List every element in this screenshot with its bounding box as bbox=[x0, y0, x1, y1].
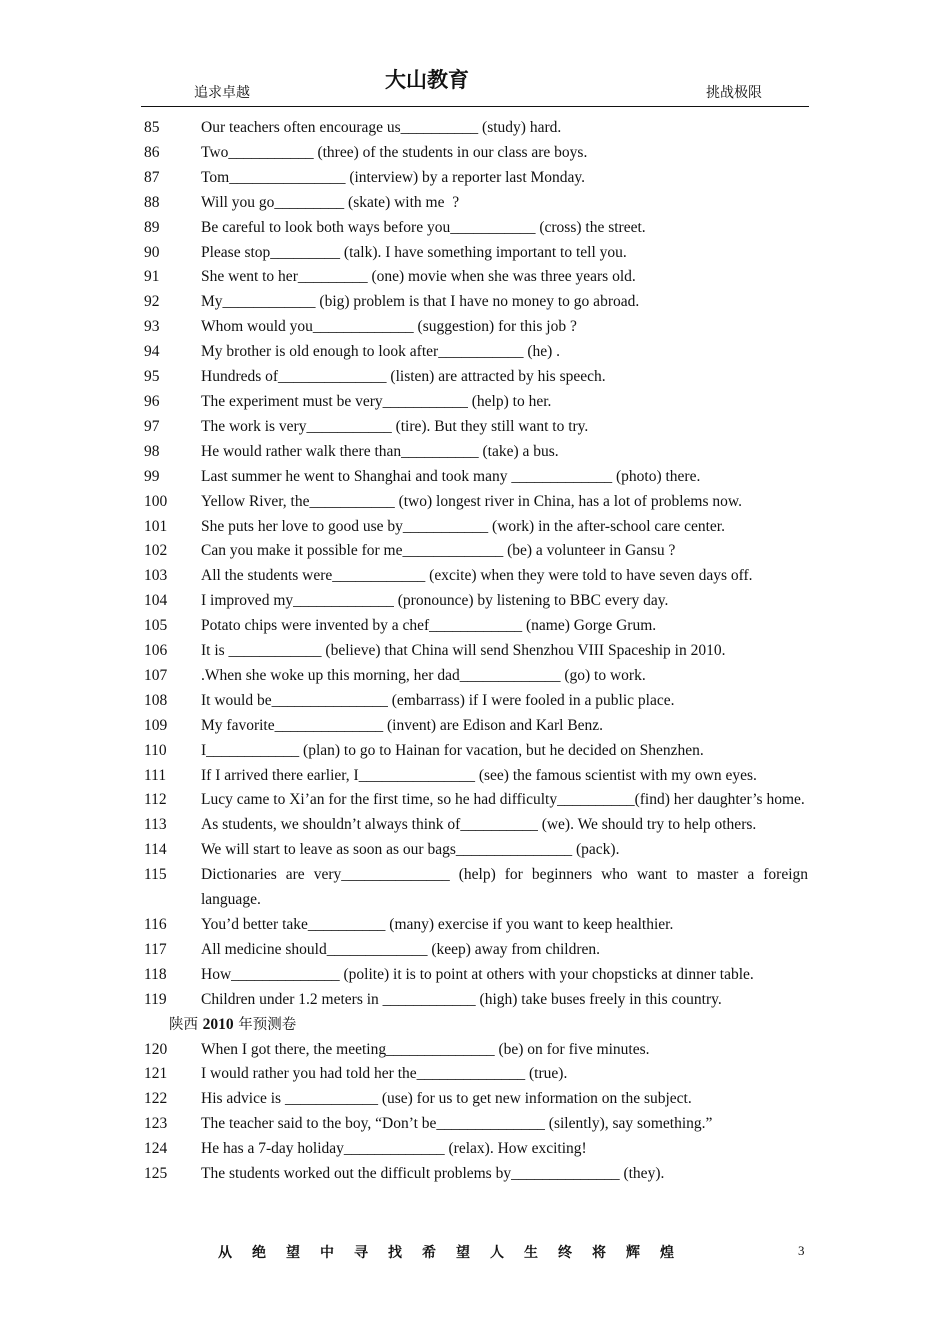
exercise-group-b bbox=[144, 1038, 808, 1187]
item-number: 90 bbox=[144, 243, 160, 261]
item-text: It would be_______________ (embarrass) if I were fooled in a public place. bbox=[201, 691, 675, 709]
header-right-slogan: 挑战极限 bbox=[706, 85, 762, 101]
exercise-item bbox=[144, 639, 808, 664]
exercise-item bbox=[144, 216, 808, 241]
exercise-item bbox=[144, 614, 808, 639]
exercise-item bbox=[144, 365, 808, 390]
item-number: 109 bbox=[144, 716, 168, 734]
exercise-item bbox=[144, 515, 808, 540]
item-number: 124 bbox=[144, 1140, 168, 1158]
item-text: The students worked out the difficult problems by______________ (they). bbox=[201, 1165, 665, 1183]
item-number: 85 bbox=[144, 119, 160, 136]
item-text: Whom would you_____________ (suggestion) for this job ? bbox=[201, 318, 577, 336]
item-number: 86 bbox=[144, 143, 160, 161]
footer-motto: 从绝望中寻找希望人生终将辉煌 bbox=[218, 1245, 694, 1261]
item-number: 106 bbox=[144, 642, 168, 660]
item-text: We will start to leave as soon as our bags_______________ (pack). bbox=[201, 841, 620, 859]
item-text: Potato chips were invented by a chef____________ (name) Gorge Grum. bbox=[201, 617, 657, 635]
item-number: 101 bbox=[144, 517, 168, 535]
item-text: I____________ (plan) to go to Hainan for vacation, but he decided on Shenzhen. bbox=[201, 741, 704, 759]
item-number: 105 bbox=[144, 617, 168, 635]
item-number: 103 bbox=[144, 567, 168, 585]
exercise-item bbox=[144, 1162, 808, 1187]
item-text: Our teachers often encourage us__________ (study) hard. bbox=[201, 119, 562, 136]
item-text: If I arrived there earlier, I_______________ (see) the famous scientist with my own eyes. bbox=[201, 766, 757, 784]
exercise-item bbox=[144, 938, 808, 963]
item-number: 120 bbox=[144, 1040, 168, 1058]
item-number: 122 bbox=[144, 1090, 168, 1108]
item-number: 116 bbox=[144, 916, 167, 933]
item-text: Be careful to look both ways before you___________ (cross) the street. bbox=[201, 218, 646, 236]
item-number: 117 bbox=[144, 940, 167, 958]
item-number: 125 bbox=[144, 1165, 168, 1183]
exercise-item bbox=[144, 490, 808, 515]
exercise-item bbox=[144, 714, 808, 739]
exercise-item bbox=[144, 1087, 808, 1112]
item-number: 87 bbox=[144, 168, 160, 186]
item-number: 110 bbox=[144, 741, 167, 759]
exercise-item bbox=[144, 838, 808, 863]
exercise-item bbox=[144, 191, 808, 216]
item-number: 96 bbox=[144, 392, 160, 410]
exercise-item bbox=[144, 415, 808, 440]
exercise-item bbox=[144, 689, 808, 714]
item-text: Please stop_________ (talk). I have something important to tell you. bbox=[201, 243, 627, 261]
exercise-list bbox=[144, 116, 812, 1187]
item-text: Two___________ (three) of the students in our class are boys. bbox=[201, 143, 588, 161]
item-number: 113 bbox=[144, 816, 167, 834]
exercise-item bbox=[144, 764, 808, 789]
exercise-item bbox=[144, 440, 808, 465]
item-number: 89 bbox=[144, 218, 160, 236]
item-number: 95 bbox=[144, 368, 160, 386]
item-number: 98 bbox=[144, 442, 160, 460]
item-number: 123 bbox=[144, 1115, 168, 1133]
exercise-item bbox=[144, 739, 808, 764]
item-number: 115 bbox=[144, 866, 167, 884]
exercise-item bbox=[144, 116, 808, 141]
exercise-item bbox=[144, 913, 808, 938]
item-text: Lucy came to Xi’an for the first time, so he had difficulty__________(find) her daughter’s home. bbox=[201, 791, 805, 809]
item-number: 99 bbox=[144, 467, 160, 485]
item-text: The work is very___________ (tire). But they still want to try. bbox=[201, 417, 589, 435]
item-number: 114 bbox=[144, 841, 167, 859]
item-text: .When she woke up this morning, her dad_____________ (go) to work. bbox=[201, 666, 646, 684]
item-number: 107 bbox=[144, 666, 168, 684]
exercise-item bbox=[144, 1112, 808, 1137]
exercise-item bbox=[144, 265, 808, 290]
header-left-slogan: 追求卓越 bbox=[194, 85, 250, 101]
item-text: His advice is ____________ (use) for us to get new information on the subject. bbox=[201, 1090, 692, 1108]
item-text: The teacher said to the boy, “Don’t be______________ (silently), say something.” bbox=[201, 1115, 713, 1133]
exercise-item bbox=[144, 988, 808, 1013]
item-text: She went to her_________ (one) movie when she was three years old. bbox=[201, 268, 636, 286]
item-text: I improved my_____________ (pronounce) by listening to BBC every day. bbox=[201, 592, 669, 610]
exercise-item bbox=[144, 1038, 808, 1063]
item-text: My brother is old enough to look after___________ (he) . bbox=[201, 343, 561, 361]
item-text: My____________ (big) problem is that I have no money to go abroad. bbox=[201, 293, 640, 311]
item-number: 88 bbox=[144, 193, 160, 211]
item-text: You’d better take__________ (many) exercise if you want to keep healthier. bbox=[201, 916, 674, 933]
item-number: 91 bbox=[144, 268, 160, 286]
item-number: 102 bbox=[144, 542, 168, 560]
section-heading-year: 2010 bbox=[202, 1015, 234, 1033]
item-number: 100 bbox=[144, 492, 168, 510]
section-heading-prefix: 陕西 bbox=[169, 1016, 203, 1033]
item-number: 119 bbox=[144, 990, 167, 1008]
exercise-item bbox=[144, 863, 812, 913]
item-number: 108 bbox=[144, 691, 168, 709]
exercise-item bbox=[144, 166, 808, 191]
item-number: 111 bbox=[144, 766, 167, 784]
section-heading bbox=[144, 1013, 808, 1038]
item-text: Will you go_________ (skate) with me ? bbox=[201, 193, 460, 211]
item-text: The experiment must be very___________ (help) to her. bbox=[201, 392, 552, 410]
page-number: 3 bbox=[798, 1243, 805, 1258]
item-text: My favorite______________ (invent) are Edison and Karl Benz. bbox=[201, 716, 604, 734]
exercise-item bbox=[144, 465, 808, 490]
exercise-item bbox=[144, 664, 808, 689]
item-text: When I got there, the meeting______________ (be) on for five minutes. bbox=[201, 1040, 650, 1058]
item-text: All the students were____________ (excite) when they were told to have seven days off. bbox=[201, 567, 753, 585]
exercise-item bbox=[144, 290, 808, 315]
item-text: Hundreds of______________ (listen) are attracted by his speech. bbox=[201, 368, 606, 386]
item-text: He would rather walk there than__________ (take) a bus. bbox=[201, 442, 559, 460]
item-text: All medicine should_____________ (keep) away from children. bbox=[201, 940, 601, 958]
exercise-item bbox=[144, 539, 808, 564]
item-text: It is ____________ (believe) that China will send Shenzhou VIII Spaceship in 2010. bbox=[201, 642, 726, 660]
item-number: 118 bbox=[144, 965, 167, 983]
exercise-item bbox=[144, 589, 808, 614]
item-text: Last summer he went to Shanghai and took many _____________ (photo) there. bbox=[201, 467, 701, 485]
item-number: 121 bbox=[144, 1065, 168, 1083]
item-number: 112 bbox=[144, 791, 167, 809]
header-title: 大山教育 bbox=[385, 68, 469, 92]
exercise-item bbox=[144, 788, 808, 813]
section-heading-suffix: 年预测卷 bbox=[233, 1016, 297, 1033]
exercise-item bbox=[144, 141, 808, 166]
exercise-item bbox=[144, 564, 808, 589]
exercise-group-a bbox=[144, 116, 812, 1013]
item-number: 93 bbox=[144, 318, 160, 336]
item-text: Dictionaries are very______________ (help) for beginners who want to master a foreign language. bbox=[201, 866, 812, 909]
exercise-item bbox=[144, 340, 808, 365]
exercise-item bbox=[144, 963, 808, 988]
exercise-item bbox=[144, 241, 808, 266]
item-number: 94 bbox=[144, 343, 160, 361]
item-number: 92 bbox=[144, 293, 160, 311]
item-text: Tom_______________ (interview) by a reporter last Monday. bbox=[201, 168, 586, 186]
item-text: She puts her love to good use by___________ (work) in the after-school care center. bbox=[201, 517, 725, 535]
item-number: 104 bbox=[144, 592, 168, 610]
exercise-item bbox=[144, 1137, 808, 1162]
exercise-item bbox=[144, 1062, 808, 1087]
exercise-item bbox=[144, 315, 808, 340]
item-text: How______________ (polite) it is to point at others with your chopsticks at dinner table. bbox=[201, 965, 754, 983]
item-number: 97 bbox=[144, 417, 160, 435]
item-text: I would rather you had told her the______________ (true). bbox=[201, 1065, 568, 1083]
item-text: As students, we shouldn’t always think of__________ (we). We should try to help others. bbox=[201, 816, 757, 834]
item-text: Children under 1.2 meters in ____________ (high) take buses freely in this country. bbox=[201, 990, 722, 1008]
header-divider bbox=[141, 106, 809, 107]
exercise-item bbox=[144, 813, 808, 838]
item-text: Can you make it possible for me_____________ (be) a volunteer in Gansu ? bbox=[201, 542, 676, 560]
item-text: He has a 7-day holiday_____________ (relax). How exciting! bbox=[201, 1140, 587, 1158]
item-text: Yellow River, the___________ (two) longest river in China, has a lot of problems now. bbox=[201, 492, 742, 510]
exercise-item bbox=[144, 390, 808, 415]
